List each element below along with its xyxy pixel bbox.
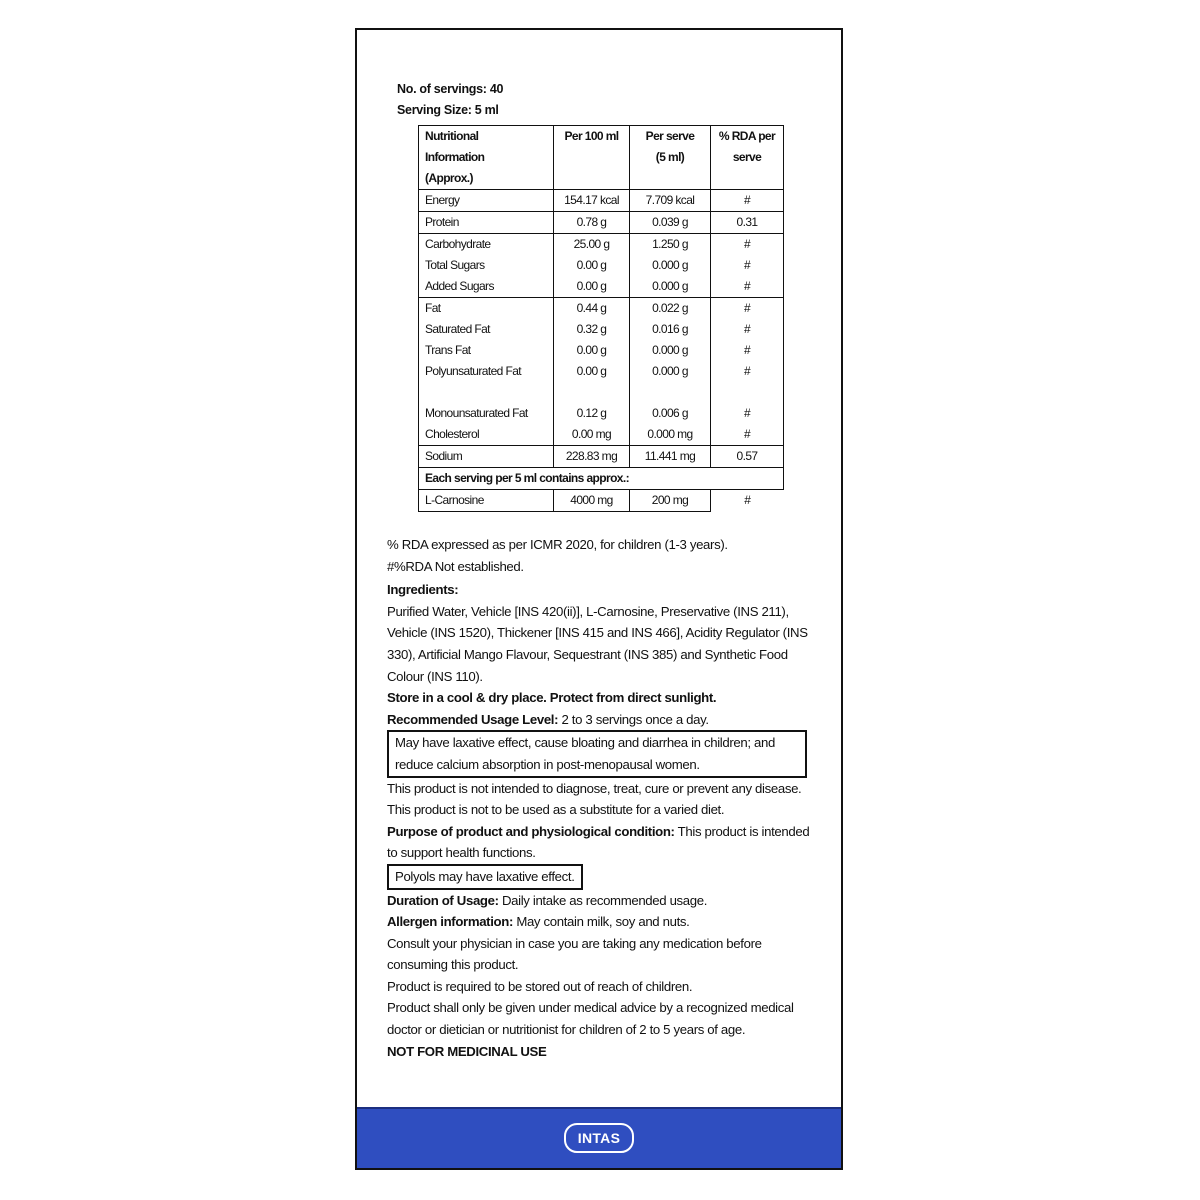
header-per-100ml: Per 100 ml <box>554 126 630 190</box>
purpose-statement: Purpose of product and physiological condition: This product is intended to support health functions. <box>387 823 810 861</box>
table-row <box>419 298 784 446</box>
nutrient-per-serve: 0.022 g 0.016 g 0.000 g 0.000 g 0.006 g 0.000 mg <box>630 298 711 446</box>
nutrient-rda: # # # <box>711 234 784 298</box>
nutrient-per-100ml: 0.78 g <box>554 212 630 234</box>
nutrient-name: Carbohydrate Total Sugars Added Sugars <box>419 234 554 298</box>
nutrient-rda: # <box>711 490 784 512</box>
nutrition-table <box>418 125 784 512</box>
laxative-warning-box: May have laxative effect, cause bloating and diarrhea in children; and reduce calcium absorption in post-menopausal women. <box>387 730 807 777</box>
header-per-serve: Per serve (5 ml) <box>630 126 711 190</box>
nutrient-per-100ml: 0.44 g 0.32 g 0.00 g 0.00 g 0.12 g 0.00 mg <box>554 298 630 446</box>
header-nutritional-info: Nutritional Information (Approx.) <box>419 126 554 190</box>
nutrient-per-serve: 200 mg <box>630 490 711 512</box>
nutrient-rda: # # # # # # <box>711 298 784 446</box>
nutrient-per-serve: 1.250 g 0.000 g 0.000 g <box>630 234 711 298</box>
nutrient-per-serve: 7.709 kcal <box>630 190 711 212</box>
table-row <box>419 212 784 234</box>
label-text-block <box>387 534 817 1062</box>
nutrient-per-100ml: 228.83 mg <box>554 446 630 468</box>
nutrient-name: Energy <box>419 190 554 212</box>
nutrient-per-serve: 0.039 g <box>630 212 711 234</box>
duration-of-usage: Duration of Usage: Daily intake as recommended usage. <box>387 892 708 908</box>
ingredients-text: Purified Water, Vehicle [INS 420(ii)], L-Carnosine, Preservative (INS 211), Vehicle (INS 1520), Thickener [INS 415 and INS 466], Acidity Regulator (INS 330), Artificial Mango Flavour, Sequestrant (INS 385) and Synthetic Food Colour (INS 110). <box>387 603 808 684</box>
table-header-row <box>419 126 784 190</box>
storage-instruction: Store in a cool & dry place. Protect from direct sunlight. <box>387 690 717 706</box>
table-row <box>419 190 784 212</box>
serving-size: Serving Size: 5 ml <box>397 103 499 117</box>
table-row <box>419 446 784 468</box>
table-row <box>419 490 784 512</box>
nutrient-rda: # <box>711 190 784 212</box>
usage-level: Recommended Usage Level: 2 to 3 servings once a day. <box>387 711 709 727</box>
nutrient-name: Protein <box>419 212 554 234</box>
nutrient-per-100ml: 4000 mg <box>554 490 630 512</box>
nutrient-name: L-Carnosine <box>419 490 554 512</box>
rda-not-established: #%RDA Not established. <box>387 558 524 574</box>
consult-physician: Consult your physician in case you are taking any medication before consuming this product. <box>387 935 762 973</box>
nutrient-per-100ml: 25.00 g 0.00 g 0.00 g <box>554 234 630 298</box>
intas-logo: INTAS <box>564 1123 634 1153</box>
footer-brand-bar <box>357 1107 841 1168</box>
product-label-panel <box>355 28 843 1170</box>
allergen-info: Allergen information: May contain milk, soy and nuts. <box>387 914 690 930</box>
medical-advice: Product shall only be given under medical advice by a recognized medical doctor or dietician or nutritionist for children of 2 to 5 years of age. <box>387 1000 794 1038</box>
disclaimer-substitute: This product is not to be used as a substitute for a varied diet. <box>387 802 725 818</box>
each-serving-row <box>419 468 784 490</box>
polyols-warning-box: Polyols may have laxative effect. <box>387 864 583 890</box>
servings-count: No. of servings: 40 <box>397 82 504 96</box>
each-serving-heading: Each serving per 5 ml contains approx.: <box>419 468 784 490</box>
nutrient-rda: 0.57 <box>711 446 784 468</box>
disclaimer-diagnose: This product is not intended to diagnose, treat, cure or prevent any disease. <box>387 780 802 796</box>
ingredients-heading: Ingredients: <box>387 582 459 598</box>
not-for-medicinal-use: NOT FOR MEDICINAL USE <box>387 1043 547 1059</box>
table-row <box>419 234 784 298</box>
nutrient-per-serve: 11.441 mg <box>630 446 711 468</box>
nutrient-rda: 0.31 <box>711 212 784 234</box>
nutrient-per-100ml: 154.17 kcal <box>554 190 630 212</box>
out-of-reach: Product is required to be stored out of reach of children. <box>387 978 693 994</box>
nutrient-name: Sodium <box>419 446 554 468</box>
rda-note: % RDA expressed as per ICMR 2020, for children (1-3 years). <box>387 537 728 552</box>
header-rda: % RDA per serve <box>711 126 784 190</box>
nutrient-name: Fat Saturated Fat Trans Fat Polyunsaturated Fat Monounsaturated Fat Cholesterol <box>419 298 554 446</box>
